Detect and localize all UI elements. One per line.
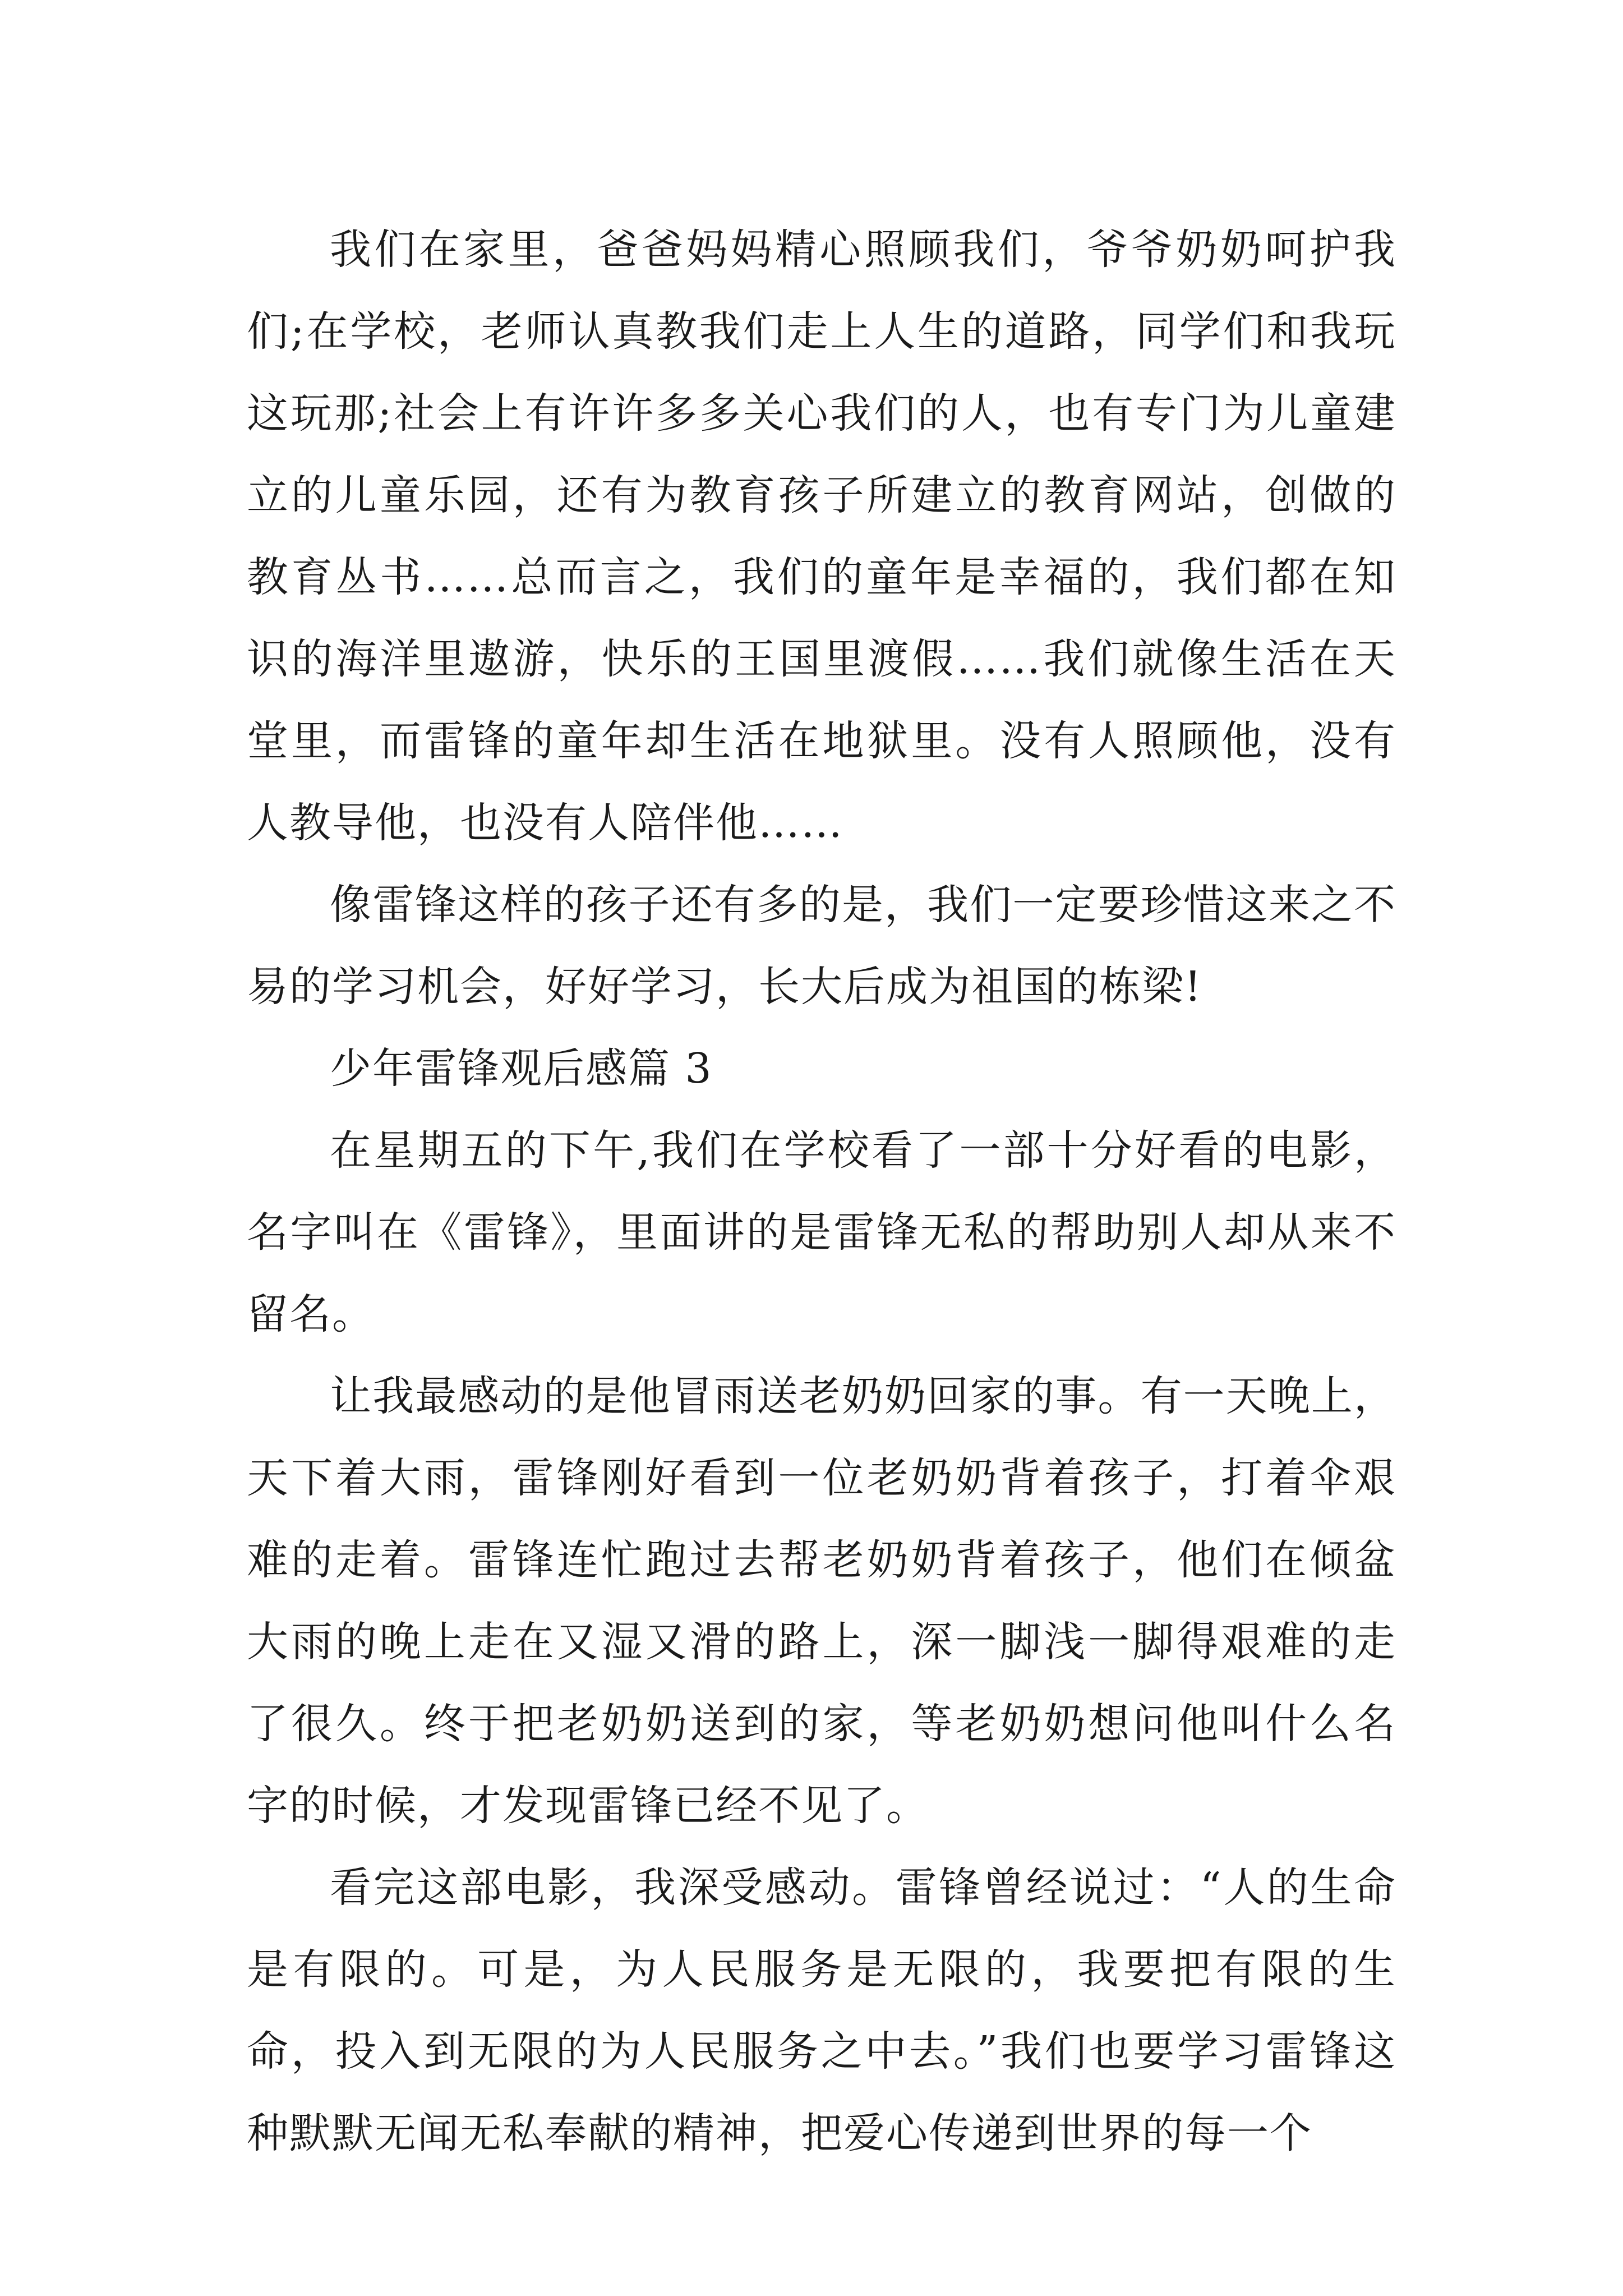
document-body [247, 209, 1396, 2174]
paragraph-reflection: 看完这部电影，我深受感动。雷锋曾经说过：“人的生命是有限的。可是，为人民服务是无限的，我要把有限的生命，投入到无限的为人民服务之中去。”我们也要学习雷锋这种默默无闻无私奉献的精神，把爱心传递到世界的每一个 [247, 1864, 1396, 2157]
paragraph-cherish-opportunity: 像雷锋这样的孩子还有多的是，我们一定要珍惜这来之不易的学习机会，好好学习，长大后成为祖国的栋梁! [247, 881, 1396, 1011]
section-heading: 少年雷锋观后感篇 3 [330, 1045, 713, 1093]
paragraph-childhood-comparison: 我们在家里，爸爸妈妈精心照顾我们，爷爷奶奶呵护我们;在学校，老师认真教我们走上人生的道路，同学们和我玩这玩那;社会上有许许多多关心我们的人，也有专门为儿童建立的儿童乐园，还有为教育孩子所建立的教育网站，创做的教育丛书……总而言之，我们的童年是幸福的，我们都在知识的海洋里遨游，快乐的王国里渡假……我们就像生活在天堂里，而雷锋的童年却生活在地狱里。没有人照顾他，没有人教导他，也没有人陪伴他…… [247, 226, 1396, 847]
paragraph-rain-story: 让我最感动的是他冒雨送老奶奶回家的事。有一天晚上，天下着大雨，雷锋刚好看到一位老奶奶背着孩子，打着伞艰难的走着。雷锋连忙跑过去帮老奶奶背着孩子，他们在倾盆大雨的晚上走在又湿又滑的路上，深一脚浅一脚得艰难的走了很久。终于把老奶奶送到的家，等老奶奶想问他叫什么名字的时候，才发现雷锋已经不见了。 [247, 1372, 1396, 1830]
paragraph-movie-intro: 在星期五的下午,我们在学校看了一部十分好看的电影，名字叫在《雷锋》，里面讲的是雷锋无私的帮助别人却从来不留名。 [247, 1126, 1396, 1338]
